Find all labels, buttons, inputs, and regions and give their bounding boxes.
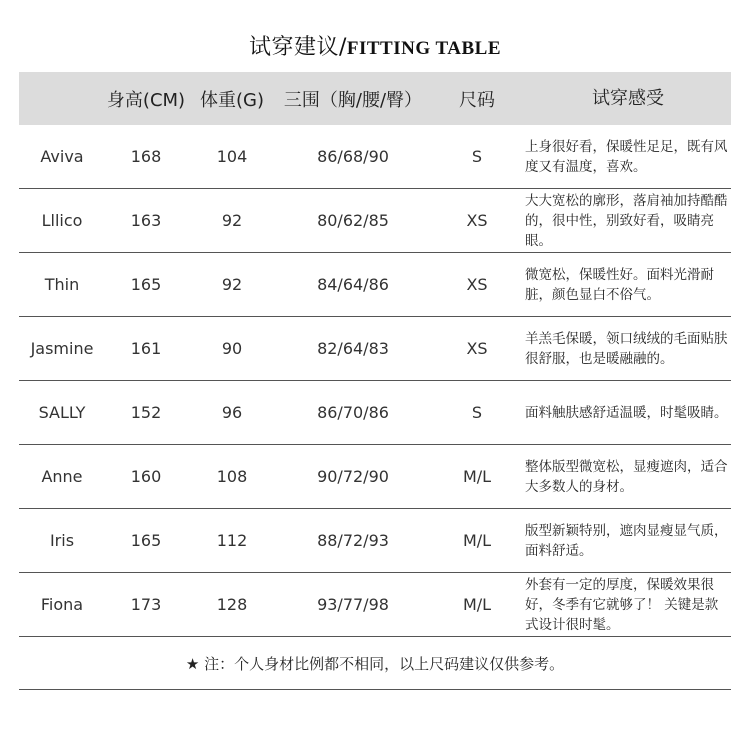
cell-feedback: 大大宽松的廓形，落肩袖加持酷酷的，很中性，别致好看，吸睛亮眼。	[525, 192, 728, 249]
cell-feedback: 羊羔毛保暖，领口绒绒的毛面贴肤很舒服，也是暖融融的。	[525, 330, 728, 367]
page-title	[0, 30, 750, 61]
table-row	[19, 317, 731, 381]
cell-feedback: 上身很好看，保暖性足足，既有风度又有温度，喜欢。	[525, 138, 728, 175]
cell-measurements: 86/68/90	[317, 147, 389, 166]
cell-measurements: 88/72/93	[317, 531, 389, 550]
cell-feedback: 整体版型微宽松，显瘦遮肉，适合大多数人的身材。	[525, 458, 728, 495]
cell-size: M/L	[462, 467, 492, 486]
header-size: 尺码	[459, 89, 495, 111]
cell-measurements: 86/70/86	[317, 403, 389, 422]
cell-size: S	[471, 403, 483, 422]
cell-height: 165	[130, 275, 162, 294]
cell-feedback: 版型新颖特别，遮肉显瘦显气质，面料舒适。	[525, 522, 728, 559]
cell-weight: 112	[216, 531, 248, 550]
cell-height: 163	[130, 211, 162, 230]
cell-measurements: 93/77/98	[317, 595, 389, 614]
cell-weight: 92	[221, 275, 243, 294]
cell-name: Anne	[41, 467, 83, 486]
header-weight: 体重(G)	[200, 89, 264, 111]
cell-measurements: 80/62/85	[317, 211, 389, 230]
cell-size: M/L	[462, 595, 492, 614]
table-header	[19, 72, 731, 125]
table-row	[19, 189, 731, 253]
cell-size: M/L	[462, 531, 492, 550]
cell-name: Jasmine	[30, 339, 94, 358]
table-row	[19, 381, 731, 445]
cell-weight: 90	[221, 339, 243, 358]
cell-name: Iris	[49, 531, 75, 550]
cell-measurements: 82/64/83	[317, 339, 389, 358]
cell-name: Thin	[44, 275, 80, 294]
title-en: FITTING TABLE	[346, 38, 502, 59]
title-cn: 试穿建议/	[248, 35, 347, 60]
cell-measurements: 84/64/86	[317, 275, 389, 294]
cell-feedback: 面料触肤感舒适温暖，时髦吸睛。	[525, 404, 728, 421]
footnote: ★ 注：个人身材比例都不相同，以上尺码建议仅供参考。	[19, 637, 731, 690]
cell-name: Aviva	[40, 147, 84, 166]
table-row	[19, 445, 731, 509]
header-height: 身高(CM)	[106, 89, 186, 111]
cell-measurements: 90/72/90	[317, 467, 389, 486]
cell-feedback: 微宽松，保暖性好。面料光滑耐脏，颜色显白不俗气。	[525, 266, 714, 303]
table-row	[19, 253, 731, 317]
cell-weight: 128	[216, 595, 248, 614]
cell-weight: 108	[216, 467, 248, 486]
cell-height: 152	[130, 403, 162, 422]
cell-size: XS	[466, 275, 488, 294]
fitting-table	[19, 72, 731, 690]
cell-height: 161	[130, 339, 162, 358]
cell-name: Fiona	[40, 595, 84, 614]
cell-height: 168	[130, 147, 162, 166]
cell-size: XS	[466, 339, 488, 358]
cell-name: Lllico	[41, 211, 83, 230]
cell-weight: 92	[221, 211, 243, 230]
cell-weight: 96	[221, 403, 243, 422]
cell-name: SALLY	[38, 403, 86, 422]
header-feedback: 试穿感受	[592, 87, 664, 109]
table-row	[19, 509, 731, 573]
cell-weight: 104	[216, 147, 248, 166]
cell-feedback: 外套有一定的厚度，保暖效果很好，冬季有它就够了！ 关键是款式设计很时髦。	[525, 576, 719, 633]
table-row	[19, 125, 731, 189]
header-measurements: 三围（胸/腰/臀）	[283, 89, 423, 111]
cell-size: XS	[466, 211, 488, 230]
cell-height: 165	[130, 531, 162, 550]
table-row	[19, 573, 731, 637]
cell-height: 173	[130, 595, 162, 614]
cell-height: 160	[130, 467, 162, 486]
cell-size: S	[471, 147, 483, 166]
